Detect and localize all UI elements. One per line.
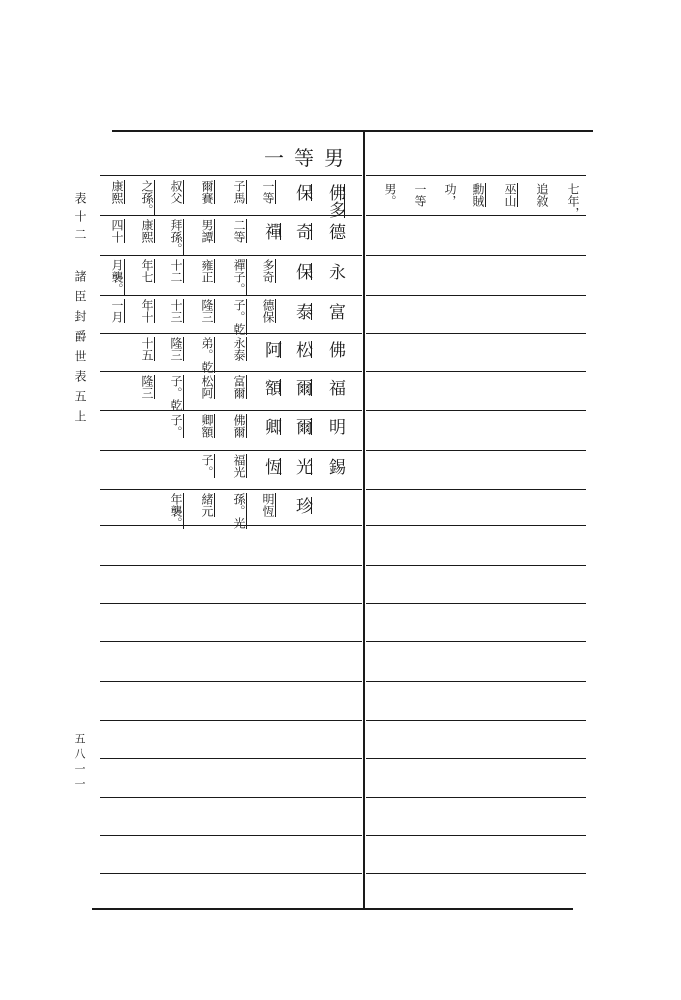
- row-cell-c5: 年襲。: [169, 493, 183, 529]
- row-cell-c2: 明恆: [261, 493, 275, 517]
- row-cell-c3: 福光: [232, 454, 246, 478]
- right-row-line: [366, 489, 586, 490]
- row-cell-c4: 子。: [200, 454, 214, 478]
- row-cell-c5: 隆三: [169, 337, 183, 361]
- row-cell-c3: 佛爾: [232, 414, 246, 438]
- table-title-cell: [100, 137, 362, 175]
- row-cell-c5: 拜孫。: [169, 219, 183, 255]
- row-cell-c2: 阿: [261, 341, 281, 358]
- row-cell-c1: 保: [292, 263, 312, 280]
- right-header-line: [366, 175, 586, 176]
- right-entry: 一等: [413, 183, 427, 207]
- row-cell-c5: 子。乾: [169, 375, 183, 411]
- row-cell-name: 佛: [325, 341, 345, 358]
- row-cell-c7: 一月: [110, 299, 124, 323]
- row-cell-c5: 十二: [169, 259, 183, 283]
- row-cell-c3: 孫。光: [232, 493, 246, 529]
- row-cell-name: 德: [325, 223, 345, 240]
- row-cell-name: 錫: [325, 458, 345, 475]
- row-cell-c1: 爾: [292, 418, 312, 435]
- row-cell-c5: 子。: [169, 414, 183, 438]
- row-cell-c1: 松: [292, 341, 312, 358]
- row-cell-c5: 十三: [169, 299, 183, 323]
- bottom-border: [92, 908, 573, 910]
- row-cell-name: 福: [325, 379, 345, 396]
- row-cell-c2: 卿: [261, 418, 281, 435]
- right-row-line: [366, 641, 586, 642]
- row-cell-c2: 一等: [261, 180, 275, 204]
- row-cell-c4: 爾賽: [200, 180, 214, 204]
- row-cell-name: 佛多: [325, 184, 345, 218]
- side-table-label: 表十二: [73, 192, 87, 246]
- row-cell-c4: 緒元: [200, 493, 214, 517]
- right-row-line: [366, 410, 586, 411]
- row-cell-c1: 奇: [292, 223, 312, 240]
- row-cell-name: 永: [325, 263, 345, 280]
- row-cell-c2: 多奇: [261, 259, 275, 283]
- row-cell-c2: 德保: [261, 299, 275, 323]
- left-row-line: [100, 758, 362, 759]
- row-cell-c3: 二等: [232, 219, 246, 243]
- top-border: [112, 130, 593, 132]
- row-cell-name: 明: [325, 418, 345, 435]
- left-row-line: [100, 603, 362, 604]
- side-title: 諸臣封爵世表五上: [73, 270, 87, 430]
- table-row: [0, 295, 362, 333]
- row-cell-c1: 珍: [292, 497, 312, 514]
- row-cell-c1: 保: [292, 184, 312, 201]
- right-entry: 男。: [383, 183, 397, 207]
- right-row-line: [366, 758, 586, 759]
- left-row-line: [100, 797, 362, 798]
- right-row-line: [366, 295, 586, 296]
- table-row: [0, 410, 362, 448]
- table-row: [0, 371, 362, 409]
- right-row-line: [366, 565, 586, 566]
- row-cell-c7: 四十: [110, 219, 124, 243]
- row-cell-c4: 雍正: [200, 259, 214, 283]
- left-row-line: [100, 835, 362, 836]
- right-entry: 功，: [443, 183, 457, 207]
- row-cell-c3: 禪子。: [232, 259, 246, 295]
- right-row-line: [366, 603, 586, 604]
- row-cell-c2: 禪: [261, 223, 281, 240]
- table-title: 一等男: [264, 145, 354, 170]
- table-row: [0, 176, 362, 218]
- row-cell-c4: 卿額: [200, 414, 214, 438]
- row-cell-c1: 泰: [292, 303, 312, 320]
- row-cell-c6: 十五: [140, 337, 154, 361]
- right-entry: 巫山: [503, 183, 517, 207]
- row-cell-c7: 康熙: [110, 180, 124, 204]
- right-row-line: [366, 215, 586, 216]
- row-cell-c3: 子馬: [232, 180, 246, 204]
- right-entry: 追敘: [535, 183, 549, 207]
- right-row-line: [366, 525, 586, 526]
- left-row-line: [100, 681, 362, 682]
- right-row-line: [366, 797, 586, 798]
- row-cell-c3: 富爾: [232, 375, 246, 399]
- row-cell-c1: 光: [292, 458, 312, 475]
- row-cell-c4: 男譚: [200, 219, 214, 243]
- row-cell-c6: 康熙: [140, 219, 154, 243]
- row-cell-c4: 隆三: [200, 299, 214, 323]
- row-cell-c3: 永泰: [232, 337, 246, 361]
- row-cell-c1: 爾: [292, 379, 312, 396]
- left-row-line: [100, 565, 362, 566]
- table-row: [0, 333, 362, 371]
- right-row-line: [366, 255, 586, 256]
- row-cell-c6: 之孫。: [140, 180, 154, 216]
- row-cell-name: 富: [325, 303, 345, 320]
- row-cell-c6: 年十: [140, 299, 154, 323]
- right-entry: 七年，: [566, 183, 580, 219]
- row-cell-c5: 叔父: [169, 180, 183, 204]
- row-cell-c6: 隆三: [140, 375, 154, 399]
- row-cell-c2: 額: [261, 379, 281, 396]
- row-cell-c6: 年七: [140, 259, 154, 283]
- left-row-line: [100, 720, 362, 721]
- row-cell-c4: 弟。乾: [200, 337, 214, 373]
- row-cell-c7: 月襲。: [110, 259, 124, 295]
- right-row-line: [366, 333, 586, 334]
- left-row-line: [100, 641, 362, 642]
- center-divider: [363, 132, 365, 908]
- right-row-line: [366, 371, 586, 372]
- row-cell-c3: 子。乾: [232, 299, 246, 335]
- right-row-line: [366, 720, 586, 721]
- right-row-line: [366, 835, 586, 836]
- right-row-line: [366, 873, 586, 874]
- row-cell-c2: 恆: [261, 458, 281, 475]
- table-row: [0, 489, 362, 527]
- table-row: [0, 255, 362, 293]
- right-row-line: [366, 681, 586, 682]
- right-row-line: [366, 450, 586, 451]
- page-number: 五八一一: [73, 733, 86, 793]
- row-cell-c4: 松阿: [200, 375, 214, 399]
- left-row-line: [100, 873, 362, 874]
- table-row: [0, 215, 362, 253]
- table-row: [0, 450, 362, 488]
- right-entry: 勳賊: [471, 183, 485, 207]
